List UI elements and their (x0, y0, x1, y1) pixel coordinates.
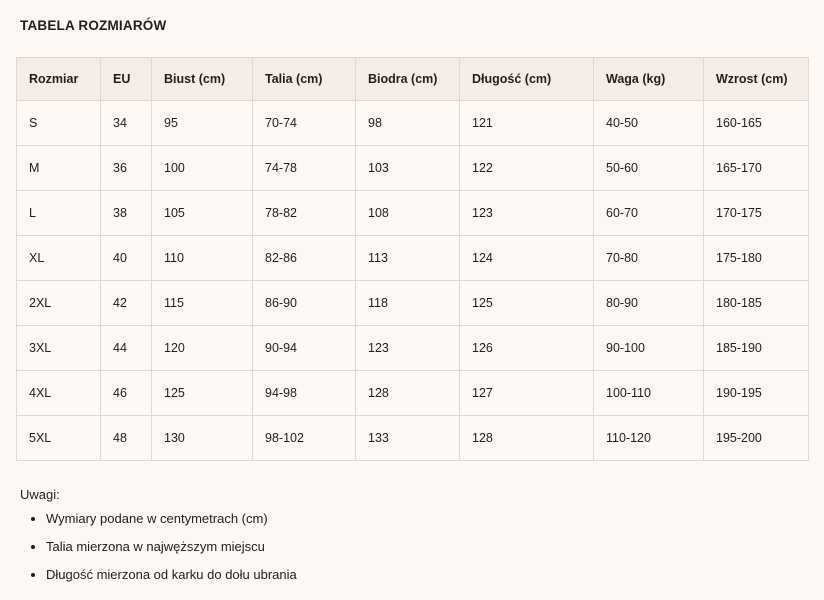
cell-biust: 125 (152, 371, 253, 416)
cell-wzrost: 175-180 (704, 236, 809, 281)
cell-rozmiar: 3XL (17, 326, 101, 371)
cell-waga: 110-120 (594, 416, 704, 461)
cell-talia: 78-82 (253, 191, 356, 236)
cell-wzrost: 180-185 (704, 281, 809, 326)
cell-talia: 94-98 (253, 371, 356, 416)
cell-rozmiar: M (17, 146, 101, 191)
table-row (17, 416, 809, 461)
cell-eu: 46 (101, 371, 152, 416)
cell-rozmiar: L (17, 191, 101, 236)
cell-wzrost: 185-190 (704, 326, 809, 371)
cell-talia: 98-102 (253, 416, 356, 461)
list-item: • Wymiary podane w centymetrach (cm) (46, 512, 808, 525)
column-header-eu: EU (101, 58, 152, 101)
cell-waga: 100-110 (594, 371, 704, 416)
column-header-rozmiar: Rozmiar (17, 58, 101, 101)
column-header-biodra: Biodra (cm) (356, 58, 460, 101)
cell-talia: 70-74 (253, 101, 356, 146)
cell-rozmiar: S (17, 101, 101, 146)
cell-dlugosc: 127 (460, 371, 594, 416)
cell-eu: 36 (101, 146, 152, 191)
cell-biust: 95 (152, 101, 253, 146)
cell-wzrost: 190-195 (704, 371, 809, 416)
cell-dlugosc: 128 (460, 416, 594, 461)
cell-eu: 44 (101, 326, 152, 371)
cell-eu: 38 (101, 191, 152, 236)
cell-biodra: 103 (356, 146, 460, 191)
table-row (17, 371, 809, 416)
cell-eu: 48 (101, 416, 152, 461)
notes-title: Uwagi: (20, 487, 60, 502)
cell-rozmiar: 5XL (17, 416, 101, 461)
cell-dlugosc: 124 (460, 236, 594, 281)
list-item: • Długość mierzona od karku do dołu ubrania (46, 568, 808, 581)
cell-dlugosc: 126 (460, 326, 594, 371)
cell-biodra: 128 (356, 371, 460, 416)
cell-dlugosc: 121 (460, 101, 594, 146)
cell-waga: 70-80 (594, 236, 704, 281)
cell-waga: 40-50 (594, 101, 704, 146)
cell-waga: 60-70 (594, 191, 704, 236)
cell-wzrost: 195-200 (704, 416, 809, 461)
size-table (16, 57, 809, 461)
cell-talia: 90-94 (253, 326, 356, 371)
list-item: • Talia mierzona w najwęższym miejscu (46, 540, 808, 553)
cell-biust: 100 (152, 146, 253, 191)
cell-waga: 90-100 (594, 326, 704, 371)
cell-dlugosc: 123 (460, 191, 594, 236)
cell-biodra: 98 (356, 101, 460, 146)
table-header-row (17, 58, 809, 101)
cell-biodra: 133 (356, 416, 460, 461)
cell-biust: 130 (152, 416, 253, 461)
cell-talia: 86-90 (253, 281, 356, 326)
cell-biodra: 108 (356, 191, 460, 236)
cell-eu: 42 (101, 281, 152, 326)
cell-wzrost: 170-175 (704, 191, 809, 236)
column-header-wzrost: Wzrost (cm) (704, 58, 809, 101)
cell-dlugosc: 125 (460, 281, 594, 326)
cell-waga: 80-90 (594, 281, 704, 326)
cell-eu: 40 (101, 236, 152, 281)
size-table-container (16, 57, 808, 461)
cell-biust: 110 (152, 236, 253, 281)
table-row (17, 146, 809, 191)
cell-waga: 50-60 (594, 146, 704, 191)
cell-dlugosc: 122 (460, 146, 594, 191)
cell-talia: 82-86 (253, 236, 356, 281)
table-row (17, 326, 809, 371)
table-row (17, 281, 809, 326)
cell-rozmiar: 4XL (17, 371, 101, 416)
table-row (17, 191, 809, 236)
table-body (17, 101, 809, 461)
cell-talia: 74-78 (253, 146, 356, 191)
table-row (17, 236, 809, 281)
page-title: TABELA ROZMIARÓW (20, 18, 167, 33)
cell-biust: 120 (152, 326, 253, 371)
cell-wzrost: 160-165 (704, 101, 809, 146)
cell-biodra: 118 (356, 281, 460, 326)
notes-section (20, 487, 808, 581)
cell-rozmiar: XL (17, 236, 101, 281)
cell-wzrost: 165-170 (704, 146, 809, 191)
column-header-biust: Biust (cm) (152, 58, 253, 101)
cell-biodra: 123 (356, 326, 460, 371)
table-row (17, 101, 809, 146)
column-header-dlugosc: Długość (cm) (460, 58, 594, 101)
cell-biust: 105 (152, 191, 253, 236)
cell-biust: 115 (152, 281, 253, 326)
table-header (17, 58, 809, 101)
cell-biodra: 113 (356, 236, 460, 281)
cell-eu: 34 (101, 101, 152, 146)
column-header-waga: Waga (kg) (594, 58, 704, 101)
notes-list (20, 512, 808, 581)
column-header-talia: Talia (cm) (253, 58, 356, 101)
cell-rozmiar: 2XL (17, 281, 101, 326)
